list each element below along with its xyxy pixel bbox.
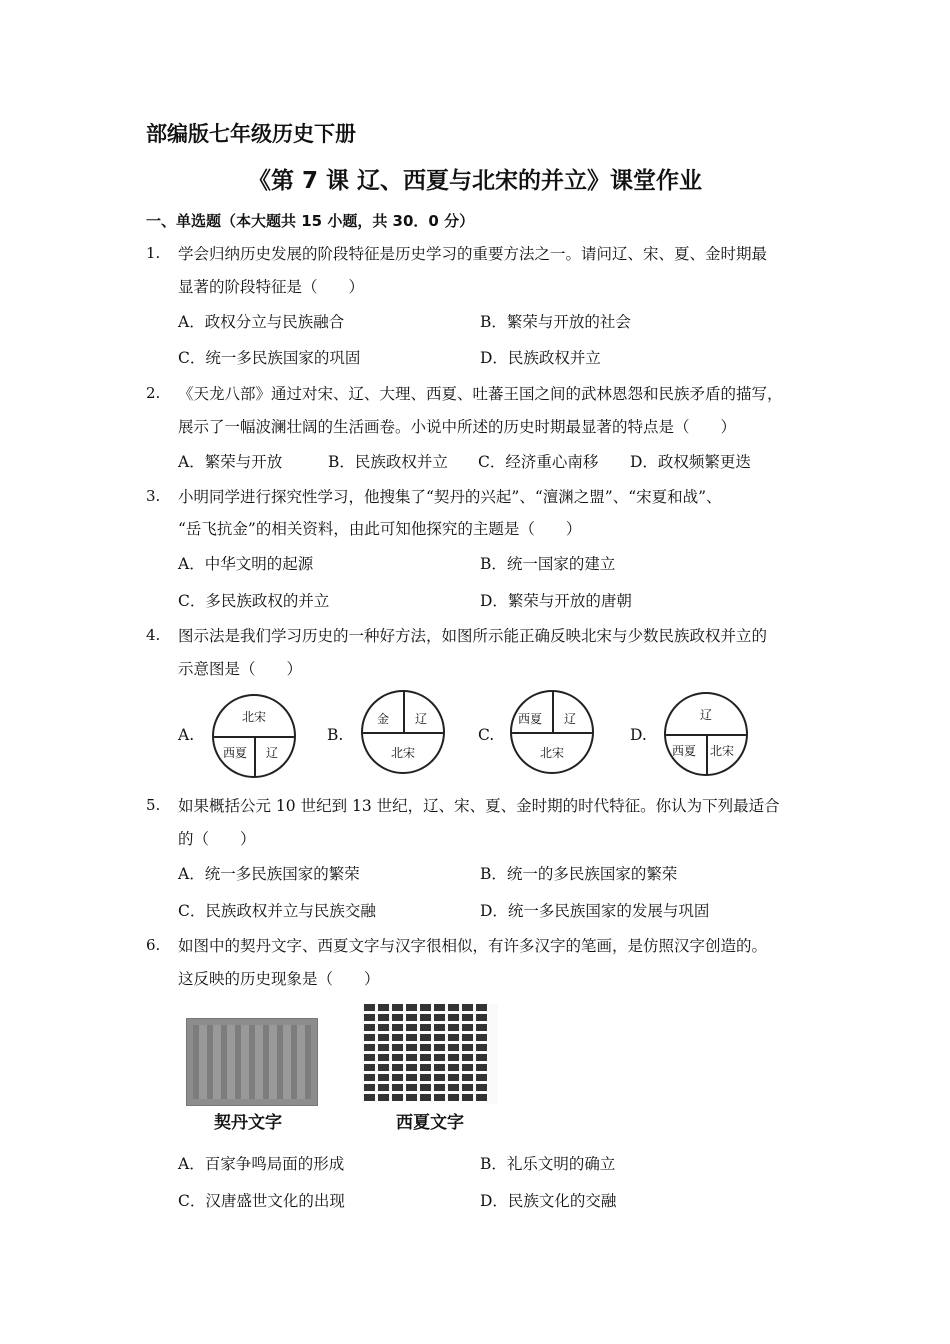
region-label: 北宋 (710, 744, 735, 758)
option-c[interactable]: C．多民族政权的并立 (178, 592, 330, 610)
section-heading: 一、单选题（本大题共 15 小题，共 30．0 分） (146, 212, 475, 230)
question-text: 图示法是我们学习历史的一种好方法，如图所示能正确反映北宋与少数民族政权并立的 (178, 627, 768, 645)
region-label: 辽 (564, 712, 577, 726)
image-caption: 西夏文字 (396, 1113, 464, 1133)
option-a[interactable]: A．统一多民族国家的繁荣 (178, 865, 360, 883)
option-d[interactable]: D．民族文化的交融 (480, 1192, 617, 1210)
option-c[interactable]: C．统一多民族国家的巩固 (178, 349, 361, 367)
region-label: 北宋 (242, 710, 267, 724)
option-a[interactable]: A．百家争鸣局面的形成 (178, 1155, 345, 1173)
question-number: 1. (146, 244, 161, 262)
option-a[interactable]: A．繁荣与开放 (178, 453, 283, 471)
region-label: 辽 (266, 746, 279, 760)
document-title: 《第 7 课 辽、西夏与北宋的并立》课堂作业 (247, 168, 703, 194)
image-caption: 契丹文字 (214, 1113, 282, 1133)
question-number: 5. (146, 796, 161, 814)
option-b[interactable]: B．民族政权并立 (328, 453, 448, 471)
option-a[interactable]: A．政权分立与民族融合 (178, 313, 345, 331)
diagram-option-c[interactable] (510, 690, 594, 774)
option-d[interactable]: D．民族政权并立 (480, 349, 601, 367)
question-number: 2. (146, 384, 161, 402)
question-text: 如图中的契丹文字、西夏文字与汉字很相似，有许多汉字的笔画，是仿照汉字创造的。 (178, 937, 768, 955)
question-text: 《天龙八部》通过对宋、辽、大理、西夏、吐蕃王国之间的武林恩怨和民族矛盾的描写， (178, 385, 783, 403)
region-label: 西夏 (223, 746, 248, 760)
option-d[interactable]: D．政权频繁更迭 (630, 453, 751, 471)
option-b[interactable]: B．统一的多民族国家的繁荣 (480, 865, 678, 883)
region-label: 辽 (700, 708, 713, 722)
option-c[interactable]: C．经济重心南移 (478, 453, 599, 471)
option-d[interactable]: D. (630, 726, 647, 744)
option-c[interactable]: C. (478, 726, 495, 744)
region-label: 北宋 (540, 746, 565, 760)
question-text: 展示了一幅波澜壮阔的生活画卷。小说中所述的历史时期最显著的特点是（ ） (178, 418, 737, 436)
region-label: 北宋 (391, 746, 416, 760)
question-text: 小明同学进行探究性学习，他搜集了“契丹的兴起”、“澶渊之盟”、“宋夏和战”、 (178, 488, 722, 506)
question-text: 学会归纳历史发展的阶段特征是历史学习的重要方法之一。请问辽、宋、夏、金时期最 (178, 245, 768, 263)
question-text: 显著的阶段特征是（ ） (178, 278, 365, 296)
option-c[interactable]: C．民族政权并立与民族交融 (178, 902, 376, 920)
document-series: 部编版七年级历史下册 (146, 122, 356, 146)
option-b[interactable]: B．繁荣与开放的社会 (480, 313, 631, 331)
diagram-option-a[interactable] (212, 694, 296, 778)
option-d[interactable]: D．繁荣与开放的唐朝 (480, 592, 632, 610)
region-label: 西夏 (672, 744, 697, 758)
tangut-script-image (362, 1004, 498, 1104)
diagram-option-d[interactable] (664, 692, 748, 776)
region-label: 辽 (415, 712, 428, 726)
question-text: “岳飞抗金”的相关资料，由此可知他探究的主题是（ ） (178, 520, 582, 538)
option-d[interactable]: D．统一多民族国家的发展与巩固 (480, 902, 710, 920)
option-c[interactable]: C．汉唐盛世文化的出现 (178, 1192, 345, 1210)
option-a[interactable]: A. (178, 726, 195, 744)
khitan-script-image (186, 1018, 318, 1106)
option-b[interactable]: B．统一国家的建立 (480, 555, 616, 573)
question-text: 示意图是（ ） (178, 660, 303, 678)
question-text: 如果概括公元 10 世纪到 13 世纪，辽、宋、夏、金时期的时代特征。你认为下列最适合 (178, 797, 780, 815)
option-b[interactable]: B. (327, 726, 344, 744)
question-number: 4. (146, 626, 161, 644)
option-b[interactable]: B．礼乐文明的确立 (480, 1155, 616, 1173)
question-text: 的（ ） (178, 830, 256, 848)
region-label: 金 (377, 712, 390, 726)
option-a[interactable]: A．中华文明的起源 (178, 555, 314, 573)
question-number: 3. (146, 487, 161, 505)
question-number: 6. (146, 936, 161, 954)
question-text: 这反映的历史现象是（ ） (178, 970, 380, 988)
region-label: 西夏 (518, 712, 543, 726)
diagram-option-b[interactable] (361, 690, 445, 774)
